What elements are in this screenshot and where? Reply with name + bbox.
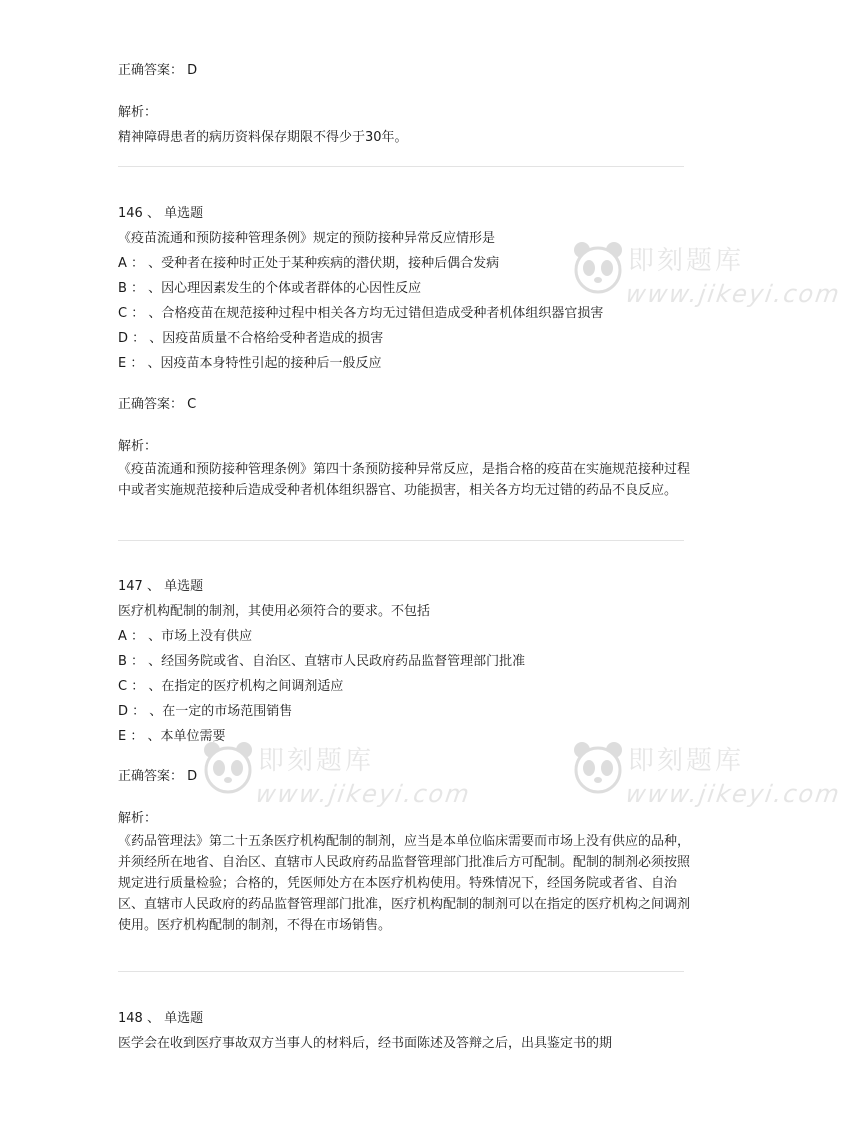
option-e: E ： 、本单位需要 [118, 729, 226, 744]
question-stem: 医学会在收到医疗事故双方当事人的材料后，经书面陈述及答辩之后，出具鉴定书的期 [118, 1036, 613, 1051]
answer-line [118, 62, 197, 80]
divider [118, 540, 684, 541]
option-a: A ： 、受种者在接种时正处于某种疾病的潜伏期，接种后偶合发病 [118, 256, 500, 271]
answer-value: D [187, 769, 198, 784]
panda-icon [570, 740, 626, 802]
question-stem: 医疗机构配制的制剂，其使用必须符合的要求。不包括 [118, 604, 431, 619]
answer-line [118, 396, 196, 414]
answer-label: 正确答案： [118, 397, 184, 412]
answer-value: D [187, 63, 198, 78]
answer-line [118, 768, 197, 786]
analysis-label: 解析： [118, 439, 158, 454]
option-e: E ： 、因疫苗本身特性引起的接种后一般反应 [118, 356, 382, 371]
question-stem: 《疫苗流通和预防接种管理条例》规定的预防接种异常反应情形是 [118, 231, 496, 246]
watermark-url: www.jikeyi.com [254, 780, 473, 808]
option-b: B ： 、经国务院或省、自治区、直辖市人民政府药品监督管理部门批准 [118, 654, 526, 669]
answer-value: C [187, 397, 197, 412]
analysis-text: 精神障碍患者的病历资料保存期限不得少于30年。 [118, 130, 408, 145]
watermark-url: www.jikeyi.com [624, 280, 843, 308]
option-b: B ： 、因心理因素发生的个体或者群体的心因性反应 [118, 281, 422, 296]
option-d: D ： 、因疫苗质量不合格给受种者造成的损害 [118, 331, 384, 346]
analysis-text: 《疫苗流通和预防接种管理条例》第四十条预防接种异常反应，是指合格的疫苗在实施规范接种过程中或者实施规范接种后造成受种者机体组织器官、功能损害，相关各方均无过错的药品不良反应。 [118, 462, 691, 498]
watermark-name: 即刻题库 [628, 246, 745, 276]
watermark-name: 即刻题库 [628, 746, 745, 776]
watermark-url: www.jikeyi.com [624, 780, 843, 808]
divider [118, 971, 684, 972]
watermark [200, 740, 473, 840]
option-c: C ： 、合格疫苗在规范接种过程中相关各方均无过错但造成受种者机体组织器官损害 [118, 306, 604, 321]
question-header: 146 、 单选题 [118, 206, 204, 221]
option-d: D ： 、在一定的市场范围销售 [118, 704, 293, 719]
panda-icon [200, 740, 256, 802]
analysis-text: 《药品管理法》第二十五条医疗机构配制的制剂，应当是本单位临床需要而市场上没有供应的品种，并须经所在地省、自治区、直辖市人民政府药品监督管理部门批准后方可配制。配制的制剂必须按照规定进行质量检验；合格的，凭医师处方在本医疗机构使用。特殊情况下，经国务院或者省、自治区、直辖市人民政府的药品监督管理部门批准，医疗机构配制的制剂可以在指定的医疗机构之间调剂使用。医疗机构配制的制剂，不得在市场销售。 [118, 834, 691, 933]
watermark-name: 即刻题库 [258, 746, 375, 776]
option-a: A ： 、市场上没有供应 [118, 629, 253, 644]
divider [118, 166, 684, 167]
answer-label: 正确答案： [118, 769, 184, 784]
answer-label: 正确答案： [118, 63, 184, 78]
analysis-label: 解析： [118, 105, 158, 120]
analysis-label: 解析： [118, 811, 158, 826]
option-c: C ： 、在指定的医疗机构之间调剂适应 [118, 679, 344, 694]
question-header: 148 、 单选题 [118, 1011, 204, 1026]
watermark [570, 740, 843, 840]
question-header: 147 、 单选题 [118, 579, 204, 594]
panda-icon [570, 240, 626, 302]
watermark [570, 240, 843, 340]
